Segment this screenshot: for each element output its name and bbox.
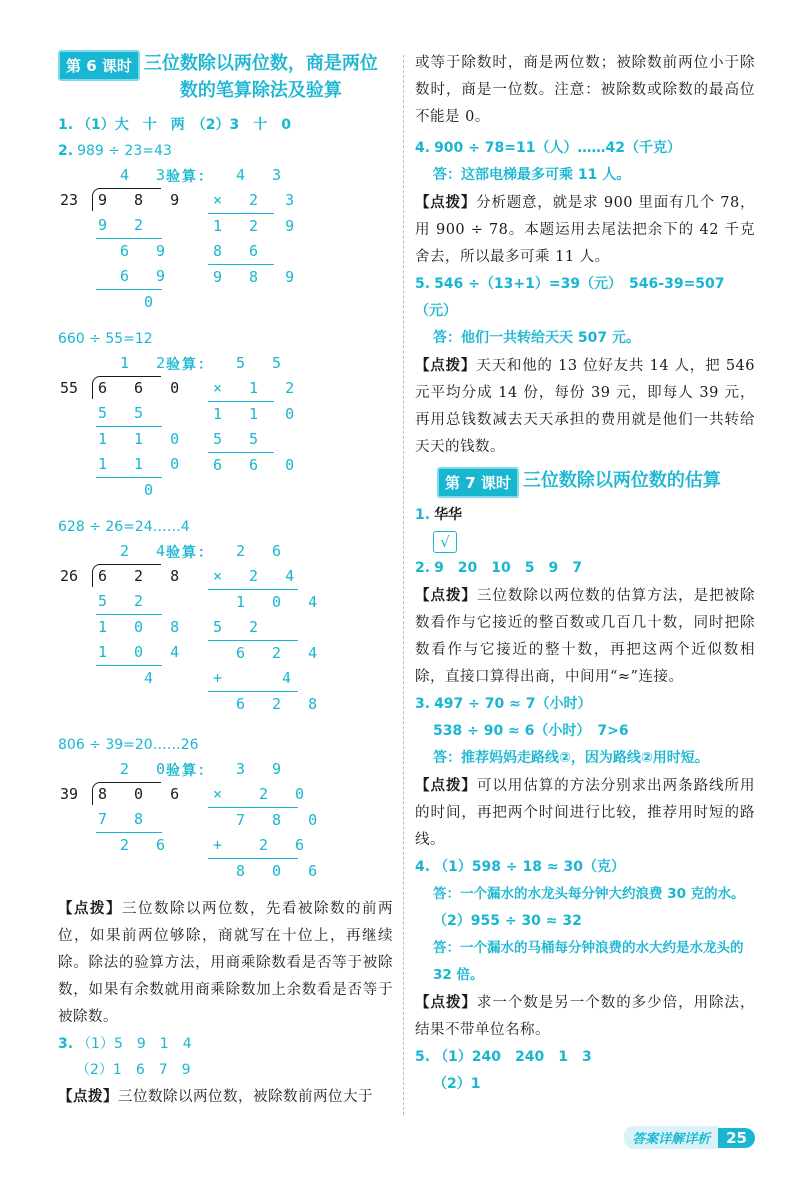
q1 [58, 112, 393, 138]
check-label: 验算： [166, 545, 214, 561]
check-line: 8 0 6 [236, 862, 327, 880]
tip-text: 三位数除以两位数，被除数前两位大于 [118, 1089, 373, 1105]
l7q1 [415, 502, 755, 529]
l7q3-tip [415, 772, 755, 854]
l7q4-answer1: 答：一个漏水的水龙头每分钟大约浪费 30 克的水。 [433, 886, 745, 902]
check-line: 2 6 [259, 836, 314, 854]
l7q2 [415, 555, 755, 582]
page-number: 25 [718, 1128, 755, 1148]
l7q3-answer: 答：推荐妈妈走路线②，因为路线②用时短。 [433, 750, 709, 766]
check-line: × [213, 785, 232, 803]
rule [208, 452, 274, 453]
l7q4-tip [415, 989, 755, 1044]
q2-eq: 989 ÷ 23=43 [77, 143, 172, 159]
rule [96, 426, 162, 427]
l7q1-text: 华华 [434, 507, 463, 523]
l7q4-answer2: 答：一个漏水的马桶每分钟浪费的水大约是水龙头的 32 倍。 [433, 940, 744, 983]
divisor: 26 [60, 567, 79, 585]
check-line: × 2 4 [213, 567, 304, 585]
l7q2-tip [415, 582, 755, 691]
q5-text: 546 ÷（13+1）=39（元） 546-39=507（元） [415, 276, 725, 319]
q3-tip [58, 1083, 393, 1111]
q4-eq [415, 135, 755, 162]
quotient: 4 3 [120, 166, 175, 184]
q2-eq-3: 628 ÷ 26=24……4 [58, 519, 190, 535]
tip-label: 【点拨】 [58, 1088, 118, 1105]
check-line: 6 2 4 [236, 644, 327, 662]
step: 9 2 [98, 216, 153, 234]
check-line: 1 0 4 [236, 593, 327, 611]
lesson6-header [58, 50, 393, 104]
rule [96, 477, 162, 478]
left-column [58, 50, 393, 1111]
step: 0 [144, 481, 163, 499]
rule [96, 238, 162, 239]
footer-label: 答案详解详析 [624, 1126, 718, 1149]
l7q3-line2: 538 ÷ 90 ≈ 6（小时） 7>6 [433, 723, 629, 739]
q3-line1 [58, 1031, 393, 1057]
quotient: 2 4 [120, 542, 175, 560]
q3-line2: （2）1 6 7 9 [76, 1062, 191, 1078]
long-division-660 [58, 354, 393, 504]
long-division-806 [58, 760, 393, 885]
rule [208, 691, 298, 692]
rule [208, 264, 274, 265]
rule [96, 832, 162, 833]
q2-num: 2. [58, 143, 74, 159]
check-line: + [213, 669, 232, 687]
tip-text: 三位数除以两位数的估算方法，是把被除数看作与它接近的整百数或几百几十数，同时把除数看作与它接近的整十数，再把这两个近似数相除，直接口算得出商，中间用“≈”连接。 [415, 588, 755, 685]
check-mark-icon: √ [433, 531, 457, 553]
check-line: 4 3 [236, 166, 291, 184]
page-footer [624, 1126, 755, 1149]
l7q3-num: 3. [415, 696, 431, 712]
check-label: 验算： [166, 357, 214, 373]
q5-tip [415, 352, 755, 461]
q4-text: 900 ÷ 78=11（人）……42（千克） [434, 140, 681, 156]
tip-text: 分析题意，就是求 900 里面有几个 78，用 900 ÷ 78。本题运用去尾法把余下的 42 千克舍去，所以最多可乘 11 人。 [415, 195, 756, 265]
quotient: 1 2 [120, 354, 175, 372]
step: 1 1 0 [98, 455, 189, 473]
rule [96, 614, 162, 615]
l7q5-line2: （2）1 [433, 1076, 481, 1092]
l7q5-line1 [415, 1044, 755, 1071]
q2-eq-4: 806 ÷ 39=20……26 [58, 737, 199, 753]
step: 1 0 8 [98, 618, 189, 636]
rule [208, 213, 274, 214]
check-line: 7 8 0 [236, 811, 327, 829]
lesson7-title: 三位数除以两位数的估算 [522, 470, 721, 491]
rule [208, 807, 298, 808]
check-label: 验算： [166, 763, 214, 779]
check-line: 4 [282, 669, 301, 687]
step: 1 1 0 [98, 430, 189, 448]
lesson6-tag: 第 6 课时 [58, 50, 140, 81]
q1-num: 1. [58, 117, 74, 133]
tip-text: 三位数除以两位数，先看被除数的前两位，如果前两位够除，商就写在十位上，再继续除。除法的验算方法，用商乘除数看是否等于被除数，如果有余数就用商乘除数加上余数看是否等于被除数。 [58, 901, 393, 1025]
l7q4-text1: （1）598 ÷ 18 ≈ 30（克） [434, 859, 625, 875]
long-division-989 [58, 166, 393, 316]
check-line: 5 2 [213, 618, 268, 636]
q3-num: 3. [58, 1036, 74, 1052]
rule [96, 665, 162, 666]
q4-tip [415, 189, 755, 271]
check-line: 6 2 8 [236, 695, 327, 713]
q4-answer: 答：这部电梯最多可乘 11 人。 [433, 167, 631, 183]
check-line: × 1 2 [213, 379, 304, 397]
rule [208, 401, 274, 402]
check-line: 6 6 0 [213, 456, 304, 474]
q5-eq [415, 271, 755, 325]
tip-label: 【点拨】 [415, 777, 477, 794]
tip-label: 【点拨】 [415, 357, 477, 374]
long-division-628 [58, 542, 393, 722]
step: 5 2 [98, 592, 153, 610]
check-label: 验算： [166, 169, 214, 185]
column-divider [403, 55, 404, 1115]
tip-label: 【点拨】 [415, 194, 477, 211]
l7q2-num: 2. [415, 560, 431, 576]
check-line: 2 0 [259, 785, 314, 803]
q3-text1: （1）5 9 1 4 [77, 1036, 192, 1052]
l7q5-text1: （1）240 240 1 3 [434, 1049, 592, 1065]
q1-text: （1）大 十 两 （2）3 十 0 [77, 117, 292, 133]
check-line: 9 8 9 [213, 268, 304, 286]
rule [208, 858, 298, 859]
tip-text: 求一个数是另一个数的多少倍，用除法，结果不带单位名称。 [415, 995, 755, 1038]
rule [208, 589, 298, 590]
step: 5 5 [98, 404, 153, 422]
check-line: 1 1 0 [213, 405, 304, 423]
l7q4-line1 [415, 854, 755, 881]
step: 2 6 [120, 836, 175, 854]
dividend: 6 6 0 [98, 379, 189, 397]
q5-answer: 答：他们一共转给天天 507 元。 [433, 330, 640, 346]
check-line: 8 6 [213, 242, 268, 260]
step: 6 9 [120, 267, 175, 285]
rule [96, 289, 162, 290]
lesson7-header [437, 467, 755, 498]
l7q1-check-row [415, 529, 755, 555]
check-line: + [213, 836, 232, 854]
step: 1 0 4 [98, 643, 189, 661]
check-line: 3 9 [236, 760, 291, 778]
lesson6-title-line2: 数的笔算除法及验算 [179, 80, 342, 101]
lesson6-title-line1: 三位数除以两位数，商是两位 [143, 53, 378, 74]
tip-label: 【点拨】 [415, 994, 477, 1011]
l7q5-num: 5. [415, 1049, 431, 1065]
divisor: 55 [60, 379, 79, 397]
tip-text: 天天和他的 13 位好友共 14 人，把 546 元平均分成 14 份，每份 39 元，即每人 39 元，再用总钱数减去天天承担的费用就是他们一共转给天天的钱数。 [415, 358, 756, 455]
quotient: 2 0 [120, 760, 175, 778]
check-line: 2 6 [236, 542, 291, 560]
step: 6 9 [120, 242, 175, 260]
q5-num: 5. [415, 276, 431, 292]
tip-text: 可以用估算的方法分别求出两条路线所用的时间，再把两个时间进行比较，推荐用时短的路线。 [415, 778, 755, 848]
check-line: 5 5 [236, 354, 291, 372]
dividend: 8 0 6 [98, 785, 189, 803]
lesson7-tag: 第 7 课时 [437, 467, 519, 498]
lesson6-title [144, 50, 378, 104]
right-column [415, 50, 755, 1098]
q2-tip [58, 895, 393, 1031]
step: 0 [144, 293, 163, 311]
divisor: 39 [60, 785, 79, 803]
divisor: 23 [60, 191, 79, 209]
step: 4 [144, 669, 163, 687]
dividend: 6 2 8 [98, 567, 189, 585]
l7q3-text1: 497 ÷ 70 ≈ 7（小时） [434, 696, 592, 712]
step: 7 8 [98, 810, 153, 828]
q4-num: 4. [415, 140, 431, 156]
q2-eq-2: 660 ÷ 55=12 [58, 331, 153, 347]
l7q2-text: 9 20 10 5 9 7 [434, 560, 582, 576]
l7q4-num: 4. [415, 859, 431, 875]
check-line: 1 2 9 [213, 217, 304, 235]
tip-label: 【点拨】 [58, 900, 122, 917]
q2-eq-1 [58, 138, 393, 164]
l7q1-num: 1. [415, 507, 431, 523]
check-line: 5 5 [213, 430, 268, 448]
rule [208, 640, 298, 641]
l7q3-line1 [415, 691, 755, 718]
tip-label: 【点拨】 [415, 587, 477, 604]
dividend: 9 8 9 [98, 191, 189, 209]
q3-tip-cont: 或等于除数时，商是两位数；被除数前两位小于除数时，商是一位数。注意：被除数或除数的最高位不能是 0。 [415, 55, 755, 125]
check-line: × 2 3 [213, 191, 304, 209]
l7q4-line2: （2）955 ÷ 30 ≈ 32 [433, 913, 582, 929]
